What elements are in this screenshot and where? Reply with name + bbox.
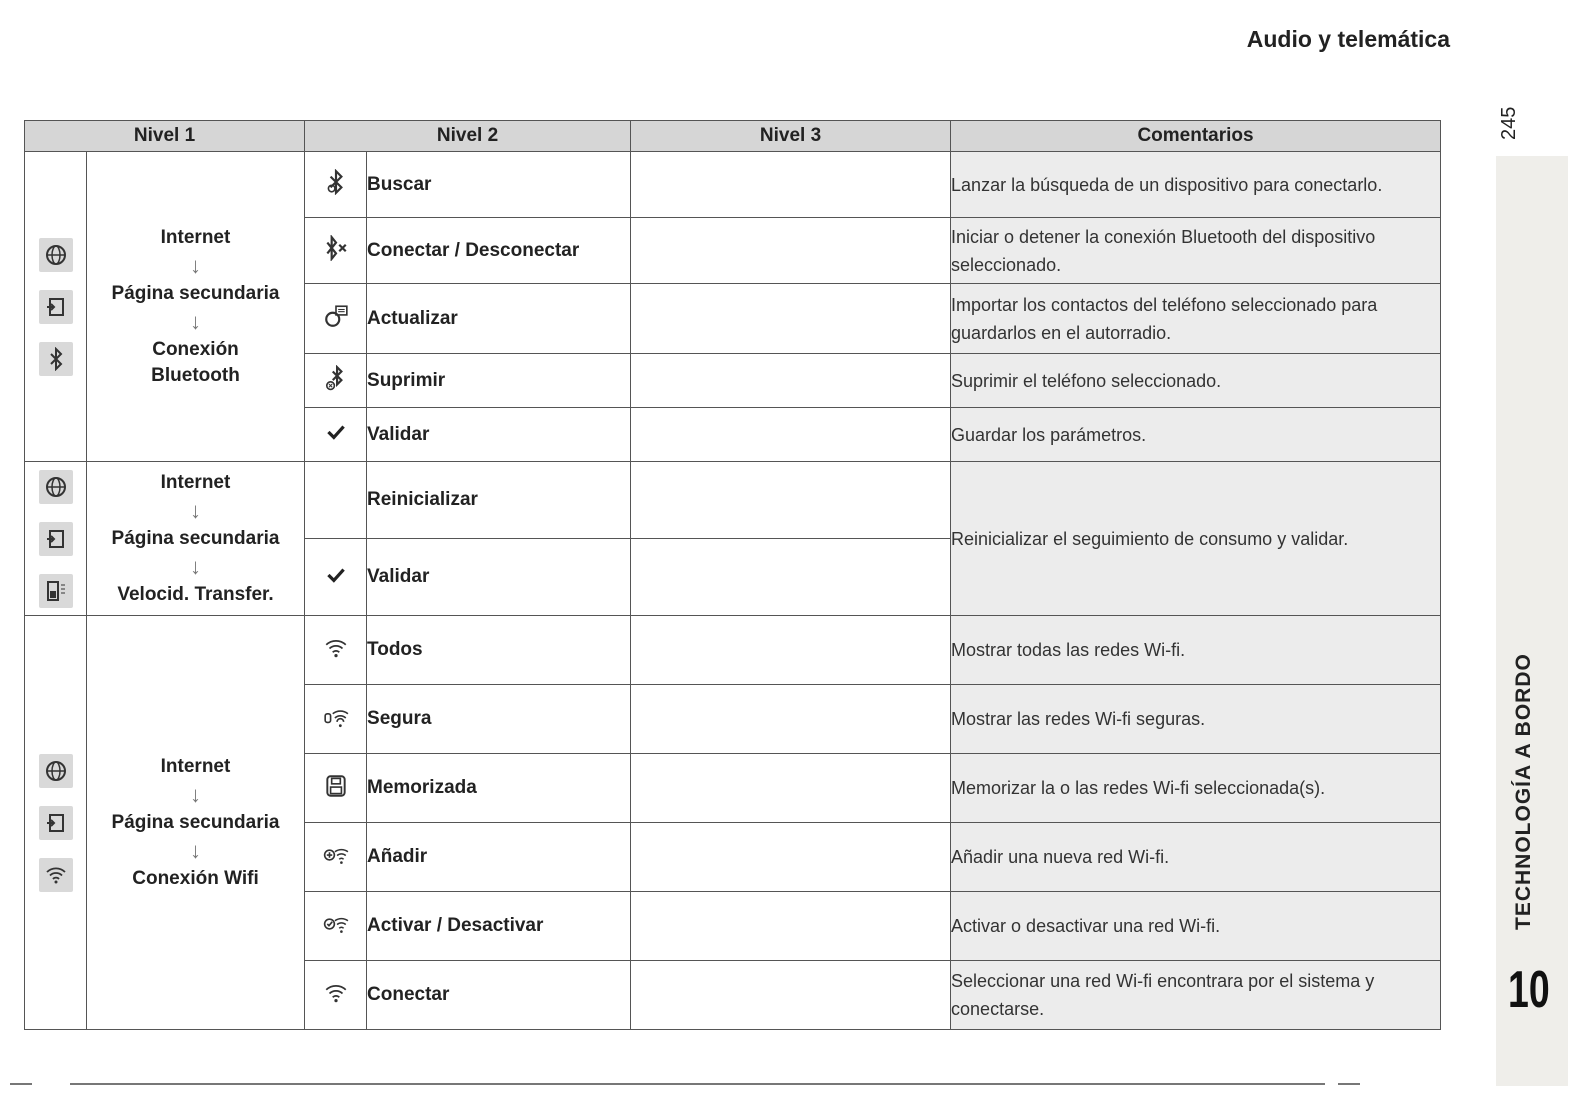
path-bluetooth-connection: Conexión Bluetooth — [151, 338, 240, 386]
level3-cell — [631, 685, 951, 754]
transfer-speed-icon — [39, 574, 73, 608]
empty-icon-cell — [305, 462, 367, 539]
path-transfer-speed: Velocid. Transfer. — [117, 583, 274, 605]
header-nivel-1: Nivel 1 — [25, 121, 305, 152]
comment-cell: Suprimir el teléfono seleccionado. — [951, 354, 1441, 408]
globe-icon — [39, 470, 73, 504]
secondary-page-icon — [39, 522, 73, 556]
path-internet: Internet — [160, 226, 231, 248]
table-row — [25, 152, 1441, 218]
checkmark-icon — [305, 408, 367, 462]
bluetooth-connect-icon — [305, 218, 367, 284]
arrow-down-icon: ↓ — [190, 497, 201, 523]
comment-cell: Activar o desactivar una red Wi-fi. — [951, 892, 1441, 961]
arrow-down-icon: ↓ — [190, 837, 201, 863]
save-icon — [305, 754, 367, 823]
option-label[interactable]: Reinicializar — [367, 462, 631, 539]
level3-cell — [631, 823, 951, 892]
level1-icons-cell — [25, 152, 87, 462]
option-label[interactable]: Conectar / Desconectar — [367, 218, 631, 284]
option-label[interactable]: Activar / Desactivar — [367, 892, 631, 961]
wifi-toggle-icon — [305, 892, 367, 961]
table-row — [25, 462, 1441, 539]
page-number: 245 — [1498, 106, 1520, 140]
menu-table — [24, 120, 1441, 1030]
comment-cell: Seleccionar una red Wi-fi encontrara por el sistema y conectarse. — [951, 961, 1441, 1030]
comment-cell: Iniciar o detener la conexión Bluetooth del dispositivo seleccionado. — [951, 218, 1441, 284]
path-secondary-page: Página secundaria — [111, 811, 280, 833]
level1-path-cell — [87, 462, 305, 616]
chapter-number: 10 — [1508, 961, 1550, 1019]
globe-icon — [39, 238, 73, 272]
path-wifi-connection: Conexión Wifi — [132, 867, 259, 889]
comment-cell: Importar los contactos del teléfono seleccionado para guardarlos en el autorradio. — [951, 284, 1441, 354]
option-label[interactable]: Conectar — [367, 961, 631, 1030]
comment-cell: Añadir una nueva red Wi-fi. — [951, 823, 1441, 892]
bluetooth-icon — [39, 342, 73, 376]
level3-cell — [631, 218, 951, 284]
level3-cell — [631, 616, 951, 685]
path-secondary-page: Página secundaria — [111, 282, 280, 304]
secondary-page-icon — [39, 290, 73, 324]
option-label[interactable]: Validar — [367, 539, 631, 616]
level1-icons-cell — [25, 462, 87, 616]
page-header-title: Audio y telemática — [1246, 26, 1450, 52]
comment-cell: Lanzar la búsqueda de un dispositivo para conectarlo. — [951, 152, 1441, 218]
path-internet: Internet — [160, 755, 231, 777]
arrow-down-icon: ↓ — [190, 308, 201, 334]
arrow-down-icon: ↓ — [190, 781, 201, 807]
footer-rule — [70, 1083, 1325, 1085]
wifi-secure-icon — [305, 685, 367, 754]
secondary-page-icon — [39, 806, 73, 840]
level1-path-cell — [87, 152, 305, 462]
level3-cell — [631, 284, 951, 354]
arrow-down-icon: ↓ — [190, 252, 201, 278]
header-nivel-3: Nivel 3 — [631, 121, 951, 152]
option-label[interactable]: Segura — [367, 685, 631, 754]
comment-cell: Mostrar las redes Wi-fi seguras. — [951, 685, 1441, 754]
option-label[interactable]: Buscar — [367, 152, 631, 218]
comment-cell: Reinicializar el seguimiento de consumo y validar. — [951, 462, 1441, 616]
footer-rule — [10, 1083, 32, 1085]
table-row — [25, 616, 1441, 685]
option-label[interactable]: Actualizar — [367, 284, 631, 354]
comment-cell: Mostrar todas las redes Wi-fi. — [951, 616, 1441, 685]
header-nivel-2: Nivel 2 — [305, 121, 631, 152]
option-label[interactable]: Añadir — [367, 823, 631, 892]
option-label[interactable]: Validar — [367, 408, 631, 462]
comment-cell: Memorizar la o las redes Wi-fi seleccionada(s). — [951, 754, 1441, 823]
level1-icons-cell — [25, 616, 87, 1030]
level3-cell — [631, 539, 951, 616]
comment-cell: Guardar los parámetros. — [951, 408, 1441, 462]
arrow-down-icon: ↓ — [190, 553, 201, 579]
level3-cell — [631, 354, 951, 408]
path-internet: Internet — [160, 471, 231, 493]
globe-icon — [39, 754, 73, 788]
wifi-icon — [39, 858, 73, 892]
checkmark-icon — [305, 539, 367, 616]
level3-cell — [631, 754, 951, 823]
wifi-icon — [305, 961, 367, 1030]
level3-cell — [631, 152, 951, 218]
header-comentarios: Comentarios — [951, 121, 1441, 152]
option-label[interactable]: Todos — [367, 616, 631, 685]
bluetooth-delete-icon — [305, 354, 367, 408]
wifi-icon — [305, 616, 367, 685]
table-header-row — [25, 121, 1441, 152]
level3-cell — [631, 961, 951, 1030]
chapter-tab-label: TECHNOLOGÍA A BORDO — [1512, 653, 1535, 930]
level1-path-cell — [87, 616, 305, 1030]
chapter-side-tab — [1496, 156, 1568, 1086]
level3-cell — [631, 408, 951, 462]
contacts-update-icon — [305, 284, 367, 354]
option-label[interactable]: Memorizada — [367, 754, 631, 823]
bluetooth-search-icon — [305, 152, 367, 218]
level3-cell — [631, 892, 951, 961]
path-secondary-page: Página secundaria — [111, 527, 280, 549]
level3-cell — [631, 462, 951, 539]
option-label[interactable]: Suprimir — [367, 354, 631, 408]
wifi-add-icon — [305, 823, 367, 892]
footer-rule — [1338, 1083, 1360, 1085]
